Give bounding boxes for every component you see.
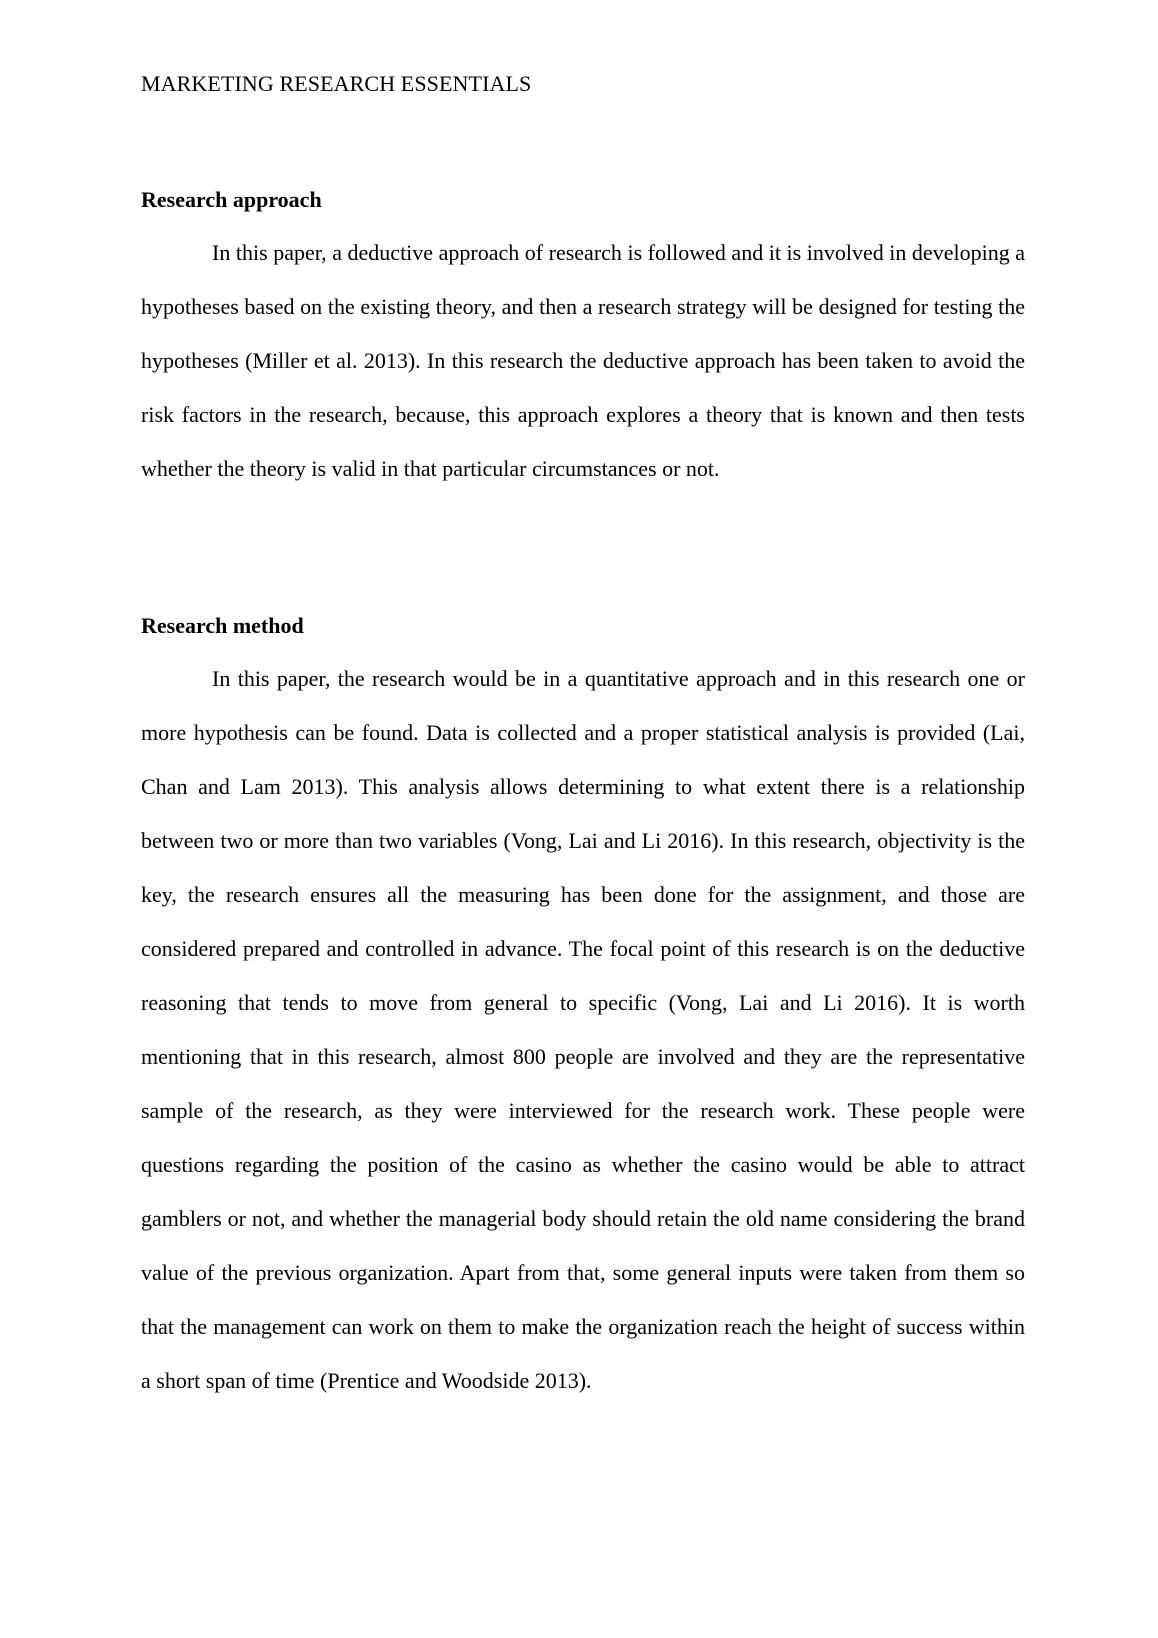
running-head: MARKETING RESEARCH ESSENTIALS	[141, 71, 532, 96]
section-paragraph: In this paper, a deductive approach of research is followed and it is involved in developing a hypotheses based on the existing theory, and then a research strategy will be designed for testing the hypotheses (Miller et al. 2013). In this research the deductive approach has been taken to avoid the risk factors in the research, because, this approach explores a theory that is known and then tests whether the theory is valid in that particular circumstances or not.	[141, 240, 1025, 481]
section-heading: Research approach	[141, 187, 322, 212]
section-research-approach	[141, 186, 1025, 496]
section-research-method	[141, 612, 1025, 1408]
section-heading: Research method	[141, 613, 304, 638]
section-paragraph: In this paper, the research would be in a quantitative approach and in this research one or more hypothesis can be found. Data is collected and a proper statistical analysis is provided (Lai, Chan and Lam 2013). This analysis allows determining to what extent there is a relationship between two or more than two variables (Vong, Lai and Li 2016). In this research, objectivity is the key, the research ensures all the measuring has been done for the assignment, and those are considered prepared and controlled in advance. The focal point of this research is on the deductive reasoning that tends to move from general to specific (Vong, Lai and Li 2016). It is worth mentioning that in this research, almost 800 people are involved and they are the representative sample of the research, as they were interviewed for the research work. These people were questions regarding the position of the casino as whether the casino would be able to attract gamblers or not, and whether the managerial body should retain the old name considering the brand value of the previous organization. Apart from that, some general inputs were taken from them so that the management can work on them to make the organization reach the height of success within a short span of time (Prentice and Woodside 2013).	[141, 666, 1025, 1393]
